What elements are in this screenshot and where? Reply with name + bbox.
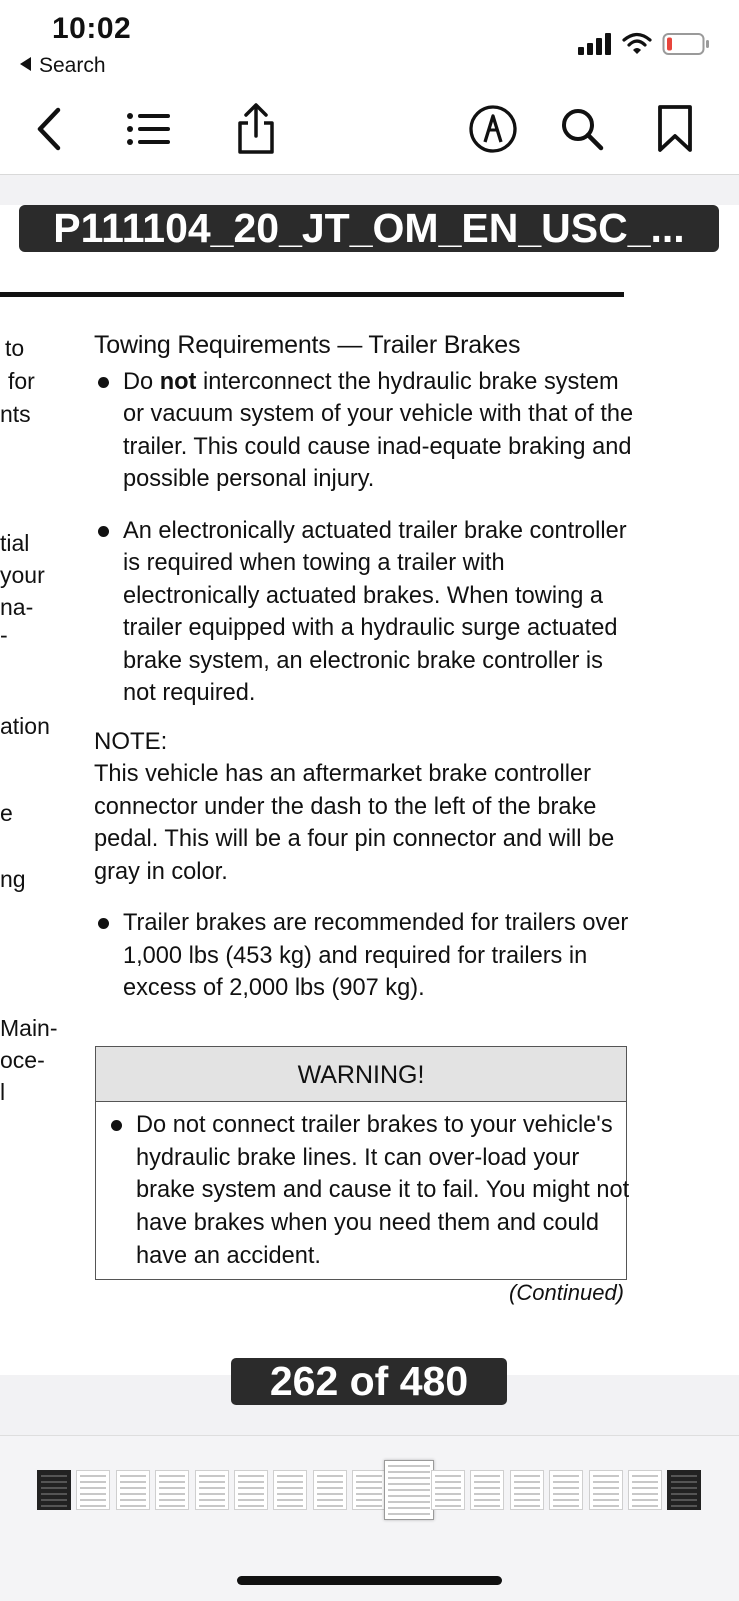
left-page-fragment: l: [0, 1079, 6, 1105]
page-thumbnail[interactable]: [76, 1470, 110, 1510]
back-app-label: Search: [39, 54, 106, 77]
left-page-fragment: -: [0, 622, 8, 648]
page-thumbnail[interactable]: [273, 1470, 307, 1510]
bullet-item: [94, 366, 634, 496]
page-header-rule: [0, 292, 624, 297]
continued-label: (Continued): [509, 1280, 624, 1305]
page-thumbnail[interactable]: [431, 1470, 465, 1510]
clock-time: 10:02: [52, 12, 132, 45]
bullet-dot-icon: [111, 1120, 122, 1131]
bullet-text: An electronically actuated trailer brake controller is required when towing a trailer with electronically actuated brakes. When towing a trailer equipped with a hydraulic surge actuated brake system, an electronic brake controller is not required.: [123, 517, 627, 706]
left-page-fragment: ng: [0, 866, 26, 892]
page-thumbnail[interactable]: [116, 1470, 150, 1510]
left-page-fragment: ation: [0, 713, 50, 739]
page-thumbnail[interactable]: [37, 1470, 71, 1510]
back-triangle-icon: [20, 57, 31, 71]
bullet-text: Trailer brakes are recommended for trailers over 1,000 lbs (453 kg) and required for trailers in excess of 2,000 lbs (907 kg).: [123, 910, 629, 1001]
page-thumbnail-selected[interactable]: [384, 1460, 434, 1520]
document-title-badge: P111104_20_JT_OM_EN_USC_...: [19, 205, 719, 252]
page-thumbnail[interactable]: [589, 1470, 623, 1510]
left-page-fragment: your: [0, 562, 45, 588]
status-bar: [0, 0, 739, 90]
left-page-fragment: to: [5, 335, 25, 361]
left-page-fragment: na-: [0, 594, 34, 620]
bullet-text: Do: [123, 368, 160, 395]
warning-box: [95, 1046, 630, 1280]
list-icon[interactable]: [124, 104, 174, 154]
left-page-fragment: for: [8, 368, 35, 394]
page-thumbnail[interactable]: [352, 1470, 386, 1510]
bullet-item: [94, 515, 634, 710]
markup-icon[interactable]: [468, 104, 518, 154]
bullet-text: interconnect the hydraulic brake system or vacuum system of your vehicle with that of the trailer. This could cause inad-equate braking and possible personal injury.: [123, 368, 634, 492]
wifi-icon: [622, 31, 652, 55]
left-page-fragment: tial: [0, 530, 30, 556]
section-heading: Towing Requirements — Trailer Brakes: [94, 331, 521, 359]
page-thumbnail[interactable]: [155, 1470, 189, 1510]
page-thumbnail[interactable]: [470, 1470, 504, 1510]
cellular-signal-icon: [577, 32, 613, 56]
share-icon[interactable]: [231, 104, 281, 154]
page-thumbnail[interactable]: [549, 1470, 583, 1510]
page-thumbnail[interactable]: [667, 1470, 701, 1510]
page-thumbnail[interactable]: [628, 1470, 662, 1510]
back-to-app-link[interactable]: [20, 54, 106, 78]
home-indicator[interactable]: [237, 1576, 502, 1585]
page-thumbnail[interactable]: [234, 1470, 268, 1510]
bookmark-icon[interactable]: [650, 104, 700, 154]
left-page-fragment: nts: [0, 401, 31, 427]
search-icon[interactable]: [557, 104, 607, 154]
battery-icon: [662, 32, 710, 56]
page-thumbnail[interactable]: [510, 1470, 544, 1510]
page-counter-badge: 262 of 480: [231, 1358, 507, 1405]
note-body: This vehicle has an aftermarket brake controller connector under the dash to the left of the brake pedal. This will be a four pin connector and will be gray in color.: [94, 761, 615, 885]
bullet-item: [94, 907, 634, 1005]
left-page-fragment: e: [0, 800, 13, 826]
reader-toolbar: [0, 90, 739, 175]
left-page-fragment: Main-: [0, 1015, 58, 1041]
bullet-dot-icon: [98, 918, 109, 929]
page-thumbnail[interactable]: [195, 1470, 229, 1510]
bullet-emphasis: not: [159, 368, 197, 395]
bullet-dot-icon: [98, 377, 109, 388]
page-content: [94, 329, 634, 1005]
warning-title: WARNING!: [96, 1047, 626, 1102]
page-thumbnail[interactable]: [313, 1470, 347, 1510]
warning-text: Do not connect trailer brakes to your vehicle's hydraulic brake lines. It can over-load your brake system and cause it to fail. You might not have brakes when you need them and could have an accident.: [136, 1112, 630, 1269]
back-chevron-icon[interactable]: [24, 104, 74, 154]
left-page-fragment: oce-: [0, 1047, 45, 1073]
bullet-dot-icon: [98, 526, 109, 537]
note-label: NOTE:: [94, 727, 168, 755]
warning-bullet: [107, 1109, 642, 1273]
